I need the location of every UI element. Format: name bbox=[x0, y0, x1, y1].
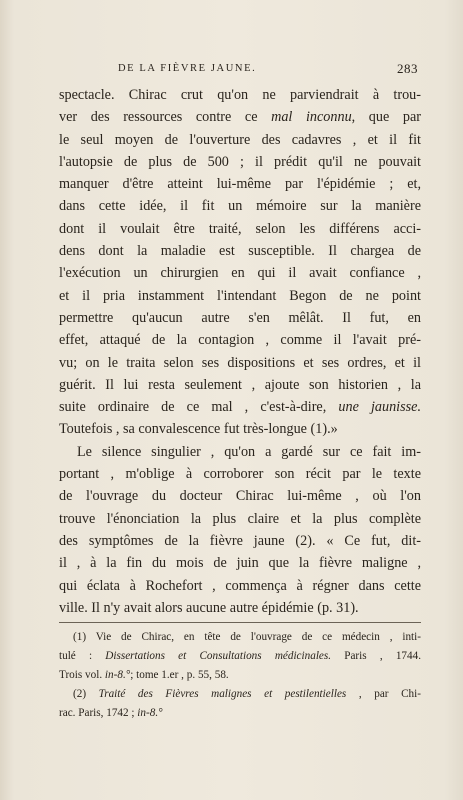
text-line: effet, attaqué de la contagion , comme il l'avait pré- bbox=[59, 332, 421, 349]
page-header bbox=[118, 61, 418, 77]
text-line: l'autopsie de plus de 500 ; il prédit qu'il ne pouvait bbox=[59, 153, 421, 170]
text-line: le seul moyen de l'ouverture des cadavres , et il fit bbox=[59, 131, 421, 148]
text-line: dans cette idée, il fit un mémoire sur la manière bbox=[59, 198, 421, 215]
footnote-line: tulé : Dissertations et Consultations médicinales. Paris , 1744. bbox=[59, 650, 421, 662]
work-title: Dissertations et Consultations médicinales. bbox=[105, 650, 332, 662]
text-line: spectacle. Chirac crut qu'on ne parviendrait à trou- bbox=[59, 87, 421, 103]
text-line: dens dont la maladie est susceptible. Il chargea de bbox=[59, 243, 421, 260]
text-line: qui éclata à Rochefort , commença à régner dans cette bbox=[59, 577, 421, 594]
text-line: Le silence singulier , qu'on a gardé sur ce fait im- bbox=[77, 443, 421, 460]
text-line: ville. Il n'y avait alors aucune autre épidémie (p. 31). bbox=[59, 599, 359, 616]
footnote-line: rac. Paris, 1742 ; in-8.° bbox=[59, 707, 163, 719]
running-head: DE LA FIÈVRE JAUNE. bbox=[118, 63, 257, 74]
italic-phrase: mal inconnu bbox=[271, 109, 352, 126]
text-line: des symptômes de la fièvre jaune (2). « Ce fut, dit- bbox=[59, 532, 421, 549]
text-line: Toutefois , sa convalescence fut très-longue (1).» bbox=[59, 421, 338, 438]
text-line: de l'ouvrage du docteur Chirac lui-même , où l'on bbox=[59, 488, 421, 505]
text-line: manquer d'être atteint lui-même par l'épidémie ; et, bbox=[59, 176, 421, 193]
text-line: trouve l'énonciation la plus claire et la plus complète bbox=[59, 510, 421, 527]
text-line: guérit. Il lui resta seulement , ajoute son historien , la bbox=[59, 376, 421, 393]
text-line: ver des ressources contre ce mal inconnu, que par bbox=[59, 109, 421, 126]
text-line: dont il voulait être traité, selon les différens acci- bbox=[59, 220, 421, 237]
body-text bbox=[59, 84, 421, 619]
text-line: vu; on le traita selon ses dispositions et ses ordres, et il bbox=[59, 354, 421, 371]
footnote-line: (1) Vie de Chirac, en tête de l'ouvrage de ce médecin , inti- bbox=[73, 631, 421, 643]
text-line: suite ordinaire de ce mal , c'est-à-dire, une jaunisse. bbox=[59, 399, 421, 416]
text-line: portant , m'oblige à corroborer son récit par le texte bbox=[59, 466, 421, 483]
footnote-line: (2) Traité des Fièvres malignes et pestilentielles , par Chi- bbox=[73, 688, 421, 700]
footnote-line: Trois vol. in-8.°; tome 1.er , p. 55, 58. bbox=[59, 669, 229, 681]
text-line: et il pria instamment l'intendant Begon de ne point bbox=[59, 287, 421, 304]
text-line: il , à la fin du mois de juin que la fièvre maligne , bbox=[59, 555, 421, 572]
italic-phrase: une jaunisse. bbox=[338, 399, 421, 416]
work-title: Traité des Fièvres malignes et pestilentielles bbox=[98, 688, 347, 700]
footnotes bbox=[59, 628, 421, 723]
text-line: permettre qu'aucun autre s'en mêlât. Il fut, en bbox=[59, 309, 421, 326]
page-number: 283 bbox=[397, 61, 418, 76]
text-line: l'exécution un chirurgien en qui il avait confiance , bbox=[59, 265, 421, 282]
footnote-divider bbox=[59, 622, 421, 623]
